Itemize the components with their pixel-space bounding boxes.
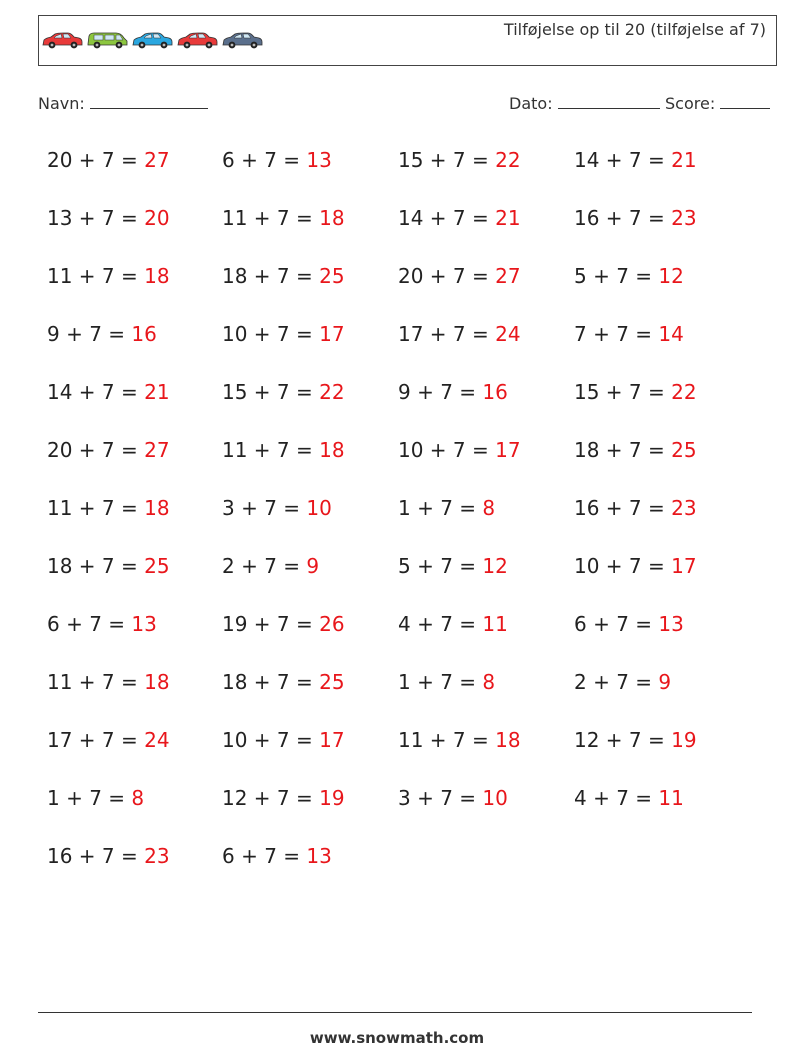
problem-answer: 9 [658,670,672,694]
problem-answer: 20 [144,206,170,230]
problem-question: 20 + 7 = [47,438,138,462]
problem-answer: 13 [306,148,332,172]
problem-item [47,438,170,462]
problem-question: 10 + 7 = [222,728,313,752]
problem-answer: 23 [671,496,697,520]
problem-question: 6 + 7 = [47,612,126,636]
problem-answer: 8 [482,496,496,520]
problem-answer: 12 [482,554,508,578]
problem-answer: 18 [144,670,170,694]
problem-answer: 18 [319,206,345,230]
problem-answer: 18 [144,496,170,520]
problem-question: 19 + 7 = [222,612,313,636]
problem-question: 18 + 7 = [222,264,313,288]
problem-item [398,206,521,230]
problem-question: 18 + 7 = [47,554,138,578]
problem-answer: 9 [306,554,320,578]
problem-item [47,264,170,288]
problem-answer: 27 [144,148,170,172]
problem-answer: 13 [306,844,332,868]
problem-question: 9 + 7 = [398,380,477,404]
problem-answer: 11 [482,612,508,636]
problem-answer: 16 [131,322,157,346]
problem-item [222,148,332,172]
problem-answer: 17 [671,554,697,578]
problem-question: 9 + 7 = [47,322,126,346]
problem-question: 7 + 7 = [574,322,653,346]
worksheet-title: Tilføjelse op til 20 (tilføjelse af 7) [503,20,766,39]
date-label: Dato: [509,94,553,113]
problem-answer: 12 [658,264,684,288]
problem-question: 1 + 7 = [398,670,477,694]
problem-answer: 25 [671,438,697,462]
problem-question: 10 + 7 = [222,322,313,346]
problem-answer: 21 [671,148,697,172]
problem-item [222,612,345,636]
problem-item [398,148,521,172]
problem-item [222,844,332,868]
problem-answer: 24 [144,728,170,752]
problem-answer: 24 [495,322,521,346]
problem-question: 15 + 7 = [222,380,313,404]
problem-question: 17 + 7 = [47,728,138,752]
score-label: Score: [665,94,716,113]
problem-answer: 11 [658,786,684,810]
problem-question: 3 + 7 = [222,496,301,520]
problem-item [574,264,684,288]
problem-item [398,438,521,462]
problem-question: 17 + 7 = [398,322,489,346]
problem-question: 18 + 7 = [574,438,665,462]
problem-item [222,264,345,288]
problem-answer: 22 [319,380,345,404]
problem-question: 1 + 7 = [47,786,126,810]
problem-item [574,206,697,230]
problem-item [574,496,697,520]
problem-item [222,728,345,752]
problem-item [398,264,521,288]
problem-answer: 14 [658,322,684,346]
problem-item [47,148,170,172]
problem-question: 13 + 7 = [47,206,138,230]
problem-question: 16 + 7 = [574,206,665,230]
problem-question: 14 + 7 = [47,380,138,404]
problem-answer: 13 [131,612,157,636]
problem-item [47,554,170,578]
problem-question: 1 + 7 = [398,496,477,520]
problem-question: 16 + 7 = [574,496,665,520]
problem-question: 4 + 7 = [398,612,477,636]
problem-answer: 26 [319,612,345,636]
footer-url: www.snowmath.com [309,1029,485,1047]
problem-question: 18 + 7 = [222,670,313,694]
problem-answer: 10 [306,496,332,520]
problem-question: 3 + 7 = [398,786,477,810]
problem-question: 20 + 7 = [398,264,489,288]
problem-item [222,380,345,404]
problem-answer: 19 [319,786,345,810]
problem-item [398,322,521,346]
problem-question: 5 + 7 = [574,264,653,288]
problem-question: 15 + 7 = [574,380,665,404]
problem-item [574,438,697,462]
problem-question: 11 + 7 = [222,438,313,462]
problem-question: 2 + 7 = [574,670,653,694]
problem-answer: 18 [495,728,521,752]
problem-item [574,148,697,172]
problem-item [398,496,495,520]
problem-question: 5 + 7 = [398,554,477,578]
problem-item [574,554,697,578]
problem-answer: 17 [495,438,521,462]
problem-question: 6 + 7 = [222,844,301,868]
problem-question: 11 + 7 = [398,728,489,752]
problem-question: 16 + 7 = [47,844,138,868]
problem-item [47,844,170,868]
problem-answer: 17 [319,322,345,346]
problem-question: 6 + 7 = [222,148,301,172]
problem-item [222,206,345,230]
problem-item [398,670,495,694]
problem-answer: 8 [482,670,496,694]
problem-question: 12 + 7 = [222,786,313,810]
problem-answer: 27 [495,264,521,288]
problem-item [47,322,157,346]
problem-item [398,380,508,404]
problem-item [398,728,521,752]
problem-item [222,786,345,810]
problem-answer: 22 [671,380,697,404]
problem-answer: 21 [495,206,521,230]
problem-item [222,670,345,694]
problem-question: 6 + 7 = [574,612,653,636]
problem-question: 10 + 7 = [398,438,489,462]
problem-item [222,496,332,520]
problem-question: 11 + 7 = [47,496,138,520]
problem-answer: 21 [144,380,170,404]
problem-question: 14 + 7 = [574,148,665,172]
problem-item [47,670,170,694]
problem-answer: 13 [658,612,684,636]
problem-item [47,496,170,520]
problem-item [47,612,157,636]
problem-item [398,612,508,636]
problem-question: 20 + 7 = [47,148,138,172]
problem-item [222,438,345,462]
problem-answer: 25 [144,554,170,578]
problem-item [574,322,684,346]
problem-item [574,670,671,694]
problem-item [222,322,345,346]
problem-item [47,728,170,752]
problem-answer: 25 [319,264,345,288]
problem-item [574,612,684,636]
problem-item [47,206,170,230]
problem-answer: 23 [671,206,697,230]
problem-answer: 27 [144,438,170,462]
problem-answer: 23 [144,844,170,868]
problem-question: 11 + 7 = [47,670,138,694]
problem-question: 14 + 7 = [398,206,489,230]
problem-answer: 17 [319,728,345,752]
problem-item [574,380,697,404]
problem-answer: 16 [482,380,508,404]
problem-question: 15 + 7 = [398,148,489,172]
problem-question: 10 + 7 = [574,554,665,578]
problem-question: 11 + 7 = [222,206,313,230]
problem-answer: 19 [671,728,697,752]
problem-question: 2 + 7 = [222,554,301,578]
problem-answer: 18 [144,264,170,288]
problem-item [222,554,319,578]
problem-answer: 18 [319,438,345,462]
name-label: Navn: [38,94,85,113]
problem-question: 12 + 7 = [574,728,665,752]
problem-item [47,786,144,810]
problem-item [574,786,684,810]
problem-answer: 8 [131,786,145,810]
problem-answer: 10 [482,786,508,810]
problem-item [398,554,508,578]
problem-answer: 22 [495,148,521,172]
problem-item [47,380,170,404]
problem-item [398,786,508,810]
footer-divider [38,1012,752,1013]
problem-question: 11 + 7 = [47,264,138,288]
problem-answer: 25 [319,670,345,694]
problem-item [574,728,697,752]
problem-question: 4 + 7 = [574,786,653,810]
